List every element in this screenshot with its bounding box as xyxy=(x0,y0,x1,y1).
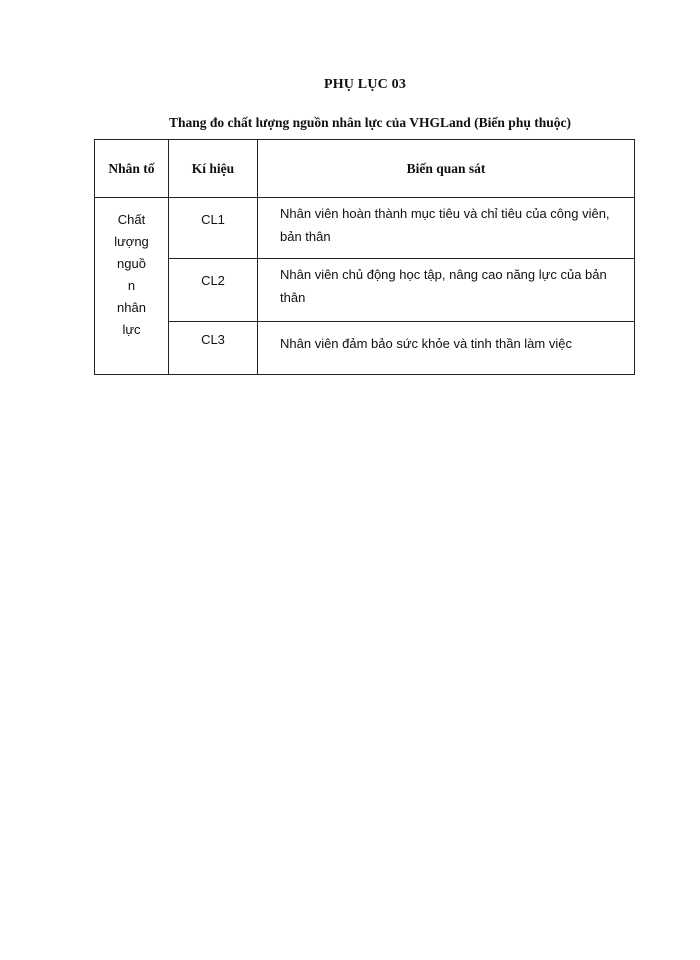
table-row xyxy=(95,259,635,322)
code-cell: CL1 xyxy=(169,198,258,259)
factor-cell xyxy=(95,198,169,375)
page-title: PHỤ LỤC 03 xyxy=(323,77,407,92)
observed-variable-cell: Nhân viên đảm bảo sức khỏe và tinh thần làm việc xyxy=(258,322,635,375)
factor-line: nhân xyxy=(117,300,146,315)
code-cell: CL2 xyxy=(169,259,258,322)
table-header-row xyxy=(95,140,635,198)
header-observed-variable: Biến quan sát xyxy=(258,140,635,198)
table-caption: Thang đo chất lượng nguồn nhân lực của VHGLand (Biến phụ thuộc) xyxy=(169,115,571,130)
factor-line: Chất xyxy=(117,212,146,227)
table-row xyxy=(95,198,635,259)
factor-line: nguồ xyxy=(117,256,146,271)
code-cell: CL3 xyxy=(169,322,258,375)
header-factor: Nhân tố xyxy=(95,140,169,198)
factor-line: lực xyxy=(122,322,141,337)
header-code: Kí hiệu xyxy=(169,140,258,198)
factor-line: lượng xyxy=(114,234,149,249)
observed-variable-cell: Nhân viên hoàn thành mục tiêu và chỉ tiêu của công viên, bản thân xyxy=(258,198,635,259)
factor-line: n xyxy=(127,278,136,293)
table-row xyxy=(95,322,635,375)
observed-variable-cell: Nhân viên chủ động học tập, nâng cao năng lực của bản thân xyxy=(258,259,635,322)
measurement-scale-table xyxy=(94,139,635,375)
